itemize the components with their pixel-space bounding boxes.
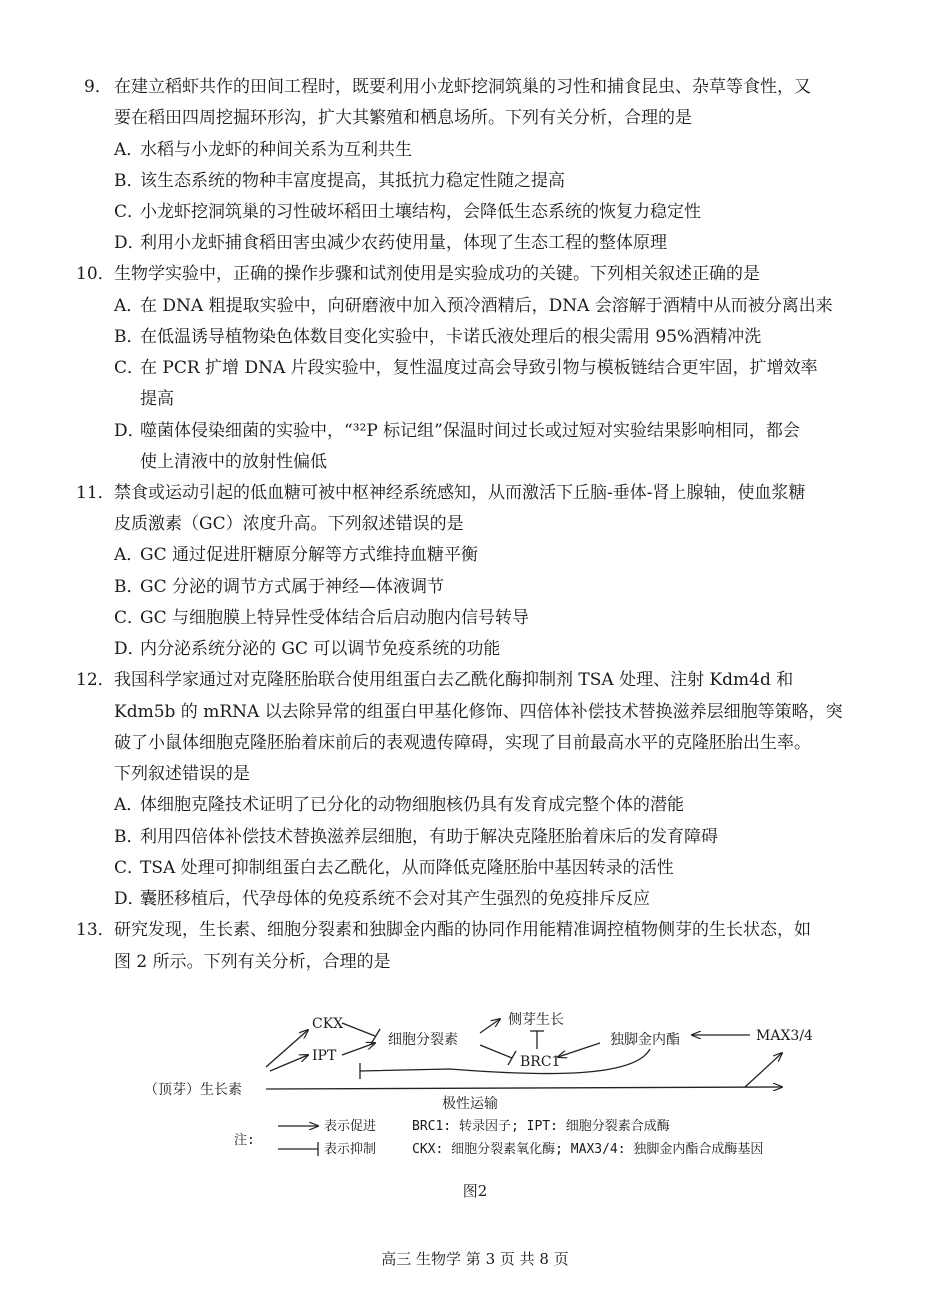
arrow-auxin-to-ckx	[266, 1030, 308, 1067]
question-number: 9．	[84, 77, 112, 97]
option-text: 体细胞克隆技术证明了已分化的动物细胞核仍具有发育成完整个体的潜能	[140, 795, 684, 815]
arrow-polar-transport	[266, 1087, 782, 1089]
option-label: D．	[114, 421, 145, 441]
option-a	[114, 793, 684, 817]
note-prefix: 注:	[234, 1133, 255, 1148]
figure-2-diagram	[130, 1005, 830, 1180]
label-apical-auxin: （顶芽）生长素	[144, 1082, 242, 1098]
option-text: 在 PCR 扩增 DNA 片段实验中，复性温度过高会导致引物与模板链结合更牢固，扩增效率	[140, 358, 818, 378]
inhibit-bar	[371, 1029, 380, 1044]
option-text: GC 通过促进肝糖原分解等方式维持血糖平衡	[140, 545, 478, 565]
label-max34: MAX3/4	[756, 1028, 813, 1044]
inhibit-strigolactone-to-ipt	[360, 1049, 650, 1074]
note-line-2: CKX: 细胞分裂素氧化酶; MAX3/4: 独脚金内酯合成酶基因	[412, 1142, 764, 1157]
option-d	[114, 231, 667, 255]
option-a	[114, 138, 412, 162]
option-text: 噬菌体侵染细菌的实验中，“³²P 标记组”保温时间过长或过短对实验结果影响相同，都会	[140, 421, 800, 441]
label-lateral-bud-growth: 侧芽生长	[508, 1012, 564, 1028]
label-ckx: CKX	[312, 1016, 344, 1032]
option-c	[114, 856, 674, 880]
question-stem-line: 生物学实验中，正确的操作步骤和试剂使用是实验成功的关键。下列相关叙述正确的是	[114, 264, 760, 284]
option-text: 在 DNA 粗提取实验中，向研磨液中加入预冷酒精后，DNA 会溶解于酒精中从而被分离出来	[140, 296, 833, 316]
option-d	[114, 637, 500, 661]
question-stem-line: Kdm5b 的 mRNA 以去除异常的组蛋白甲基化修饰、四倍体补偿技术替换滋养层细胞等策略，突	[114, 702, 843, 722]
arrow-ipt-to-cytokinin	[342, 1043, 375, 1055]
option-label: C．	[114, 202, 145, 222]
question-number: 12．	[76, 670, 115, 690]
option-label: B．	[114, 827, 144, 847]
option-text: 内分泌系统分泌的 GC 可以调节免疫系统的功能	[140, 639, 501, 659]
option-b	[114, 325, 761, 349]
question-stem-line: 皮质激素（GC）浓度升高。下列叙述错误的是	[114, 514, 464, 534]
option-text: TSA 处理可抑制组蛋白去乙酰化，从而降低克隆胚胎中基因转录的活性	[140, 858, 674, 878]
option-label: A．	[114, 795, 144, 815]
option-label: C．	[114, 608, 145, 628]
arrow-auxin-to-ipt	[270, 1055, 308, 1071]
option-label: D．	[114, 889, 145, 909]
option-text: 该生态系统的物种丰富度提高，其抵抗力稳定性随之提高	[140, 171, 565, 191]
option-text: 囊胚移植后，代孕母体的免疫系统不会对其产生强烈的免疫排斥反应	[140, 889, 650, 909]
option-text-continued: 提高	[140, 389, 174, 409]
label-strigolactone: 独脚金内酯	[610, 1032, 680, 1048]
option-b	[114, 169, 565, 193]
question-stem-line: 破了小鼠体细胞克隆胚胎着床前后的表观遗传障碍，实现了目前最高水平的克隆胚胎出生率。	[114, 733, 811, 753]
arrow-auxin-to-max34	[745, 1053, 782, 1087]
question-stem-line: 在建立稻虾共作的田间工程时，既要利用小龙虾挖洞筑巢的习性和捕食昆虫、杂草等食性，又	[114, 77, 811, 97]
arrow-cytokinin-to-bud	[480, 1019, 500, 1033]
question-stem-line: 下列叙述错误的是	[114, 764, 250, 784]
option-d	[114, 419, 800, 443]
arrow-strigolactone-to-brc1	[558, 1043, 600, 1057]
label-polar-transport: 极性运输	[442, 1096, 498, 1112]
option-a	[114, 294, 833, 318]
question-stem-line: 要在稻田四周挖掘环形沟，扩大其繁殖和栖息场所。下列有关分析，合理的是	[114, 108, 692, 128]
inhibit-ckx-to-cytokinin	[342, 1023, 375, 1036]
label-cytokinin: 细胞分裂素	[388, 1032, 458, 1048]
option-text-continued: 使上清液中的放射性偏低	[140, 452, 327, 472]
option-label: C．	[114, 358, 145, 378]
question-number: 10．	[76, 264, 115, 284]
option-b	[114, 575, 444, 599]
label-ipt: IPT	[312, 1048, 337, 1064]
question-number: 11．	[76, 483, 115, 503]
option-b	[114, 825, 718, 849]
option-c	[114, 606, 529, 630]
option-text: GC 分泌的调节方式属于神经—体液调节	[140, 577, 444, 597]
note-line-1: BRC1: 转录因子; IPT: 细胞分裂素合成酶	[412, 1119, 670, 1134]
option-text: 利用四倍体补偿技术替换滋养层细胞，有助于解决克隆胚胎着床后的发育障碍	[140, 827, 718, 847]
option-label: A．	[114, 296, 144, 316]
option-label: B．	[114, 171, 144, 191]
question-stem-line: 我国科学家通过对克隆胚胎联合使用组蛋白去乙酰化酶抑制剂 TSA 处理、注射 Kdm4d 和	[114, 670, 794, 690]
question-number: 13．	[76, 920, 115, 940]
legend-promote-text: 表示促进	[324, 1119, 377, 1134]
question-stem-line: 图 2 所示。下列有关分析，合理的是	[114, 952, 391, 972]
option-text: 水稻与小龙虾的种间关系为互利共生	[140, 140, 412, 160]
question-stem-line: 研究发现，生长素、细胞分裂素和独脚金内酯的协同作用能精准调控植物侧芽的生长状态，如	[114, 920, 811, 940]
label-brc1: BRC1	[520, 1054, 561, 1070]
option-a	[114, 543, 478, 567]
option-text: 小龙虾挖洞筑巢的习性破坏稻田土壤结构，会降低生态系统的恢复力稳定性	[140, 202, 701, 222]
option-c	[114, 200, 701, 224]
figure-caption: 图2	[462, 1182, 488, 1200]
option-label: D．	[114, 639, 145, 659]
option-text: 在低温诱导植物染色体数目变化实验中，卡诺氏液处理后的根尖需用 95%酒精冲洗	[140, 327, 762, 347]
inhibit-cytokinin-to-brc1	[480, 1045, 512, 1058]
option-label: B．	[114, 327, 144, 347]
legend-inhibit-text: 表示抑制	[324, 1142, 377, 1157]
option-label: B．	[114, 577, 144, 597]
option-d	[114, 887, 650, 911]
option-c	[114, 356, 818, 380]
option-label: D．	[114, 233, 145, 253]
option-label: A．	[114, 140, 144, 160]
question-stem-line: 禁食或运动引起的低血糖可被中枢神经系统感知，从而激活下丘脑-垂体-肾上腺轴，使血浆糖	[114, 483, 806, 503]
inhibit-bar	[508, 1051, 516, 1065]
page-footer: 高三 生物学 第 3 页 共 8 页	[381, 1250, 569, 1268]
option-text: GC 与细胞膜上特异性受体结合后启动胞内信号转导	[140, 608, 529, 628]
option-text: 利用小龙虾捕食稻田害虫减少农药使用量，体现了生态工程的整体原理	[140, 233, 667, 253]
option-label: C．	[114, 858, 145, 878]
option-label: A．	[114, 545, 144, 565]
